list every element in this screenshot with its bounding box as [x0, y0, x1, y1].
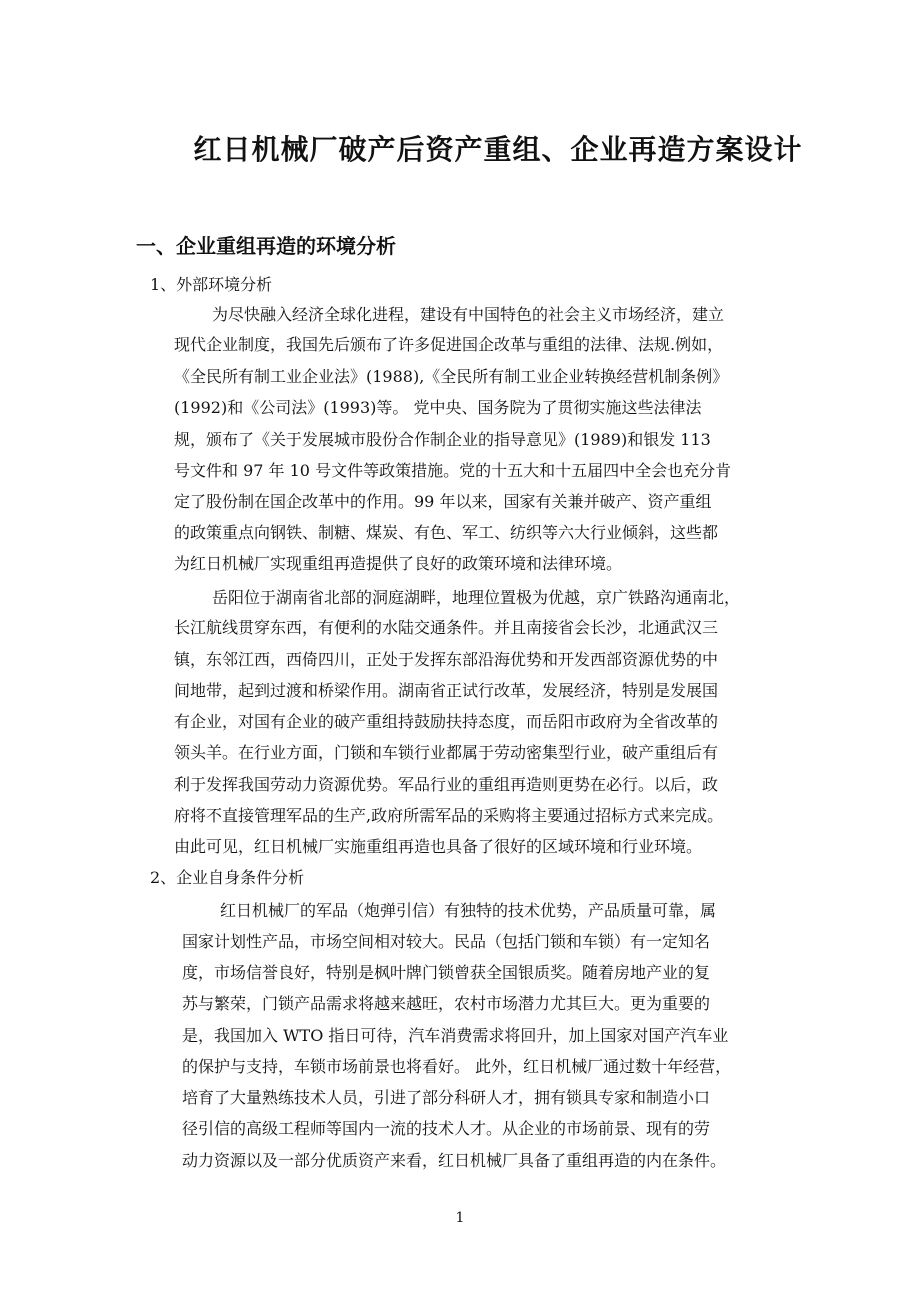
text-line: 的保护与支持，车锁市场前景也将看好。 此外，红日机械厂通过数十年经营，	[182, 1057, 732, 1076]
text-line: 苏与繁荣，门锁产品需求将越来越旺，农村市场潜力尤其巨大。更为重要的	[182, 994, 711, 1013]
text-line: 为尽快融入经济全球化进程，建设有中国特色的社会主义市场经济，建立	[212, 305, 725, 324]
subsection-heading-2: 2、企业自身条件分析	[150, 868, 305, 887]
document-title: 红日机械厂破产后资产重组、企业再造方案设计	[193, 133, 803, 166]
section-heading-1: 一、企业重组再造的环境分析	[136, 234, 396, 258]
text-line: 是，我国加入 WTO 指日可待，汽车消费需求将回升，加上国家对国产汽车业	[182, 1026, 729, 1045]
text-line: 现代企业制度，我国先后颁布了许多促进国企改革与重组的法律、法规.例如，	[174, 335, 724, 354]
text-line: 的政策重点向钢铁、制糖、煤炭、有色、军工、纺织等六大行业倾斜，这些都	[174, 523, 719, 542]
text-line: 培育了大量熟练技术人员，引进了部分科研人才，拥有锁具专家和制造小口	[182, 1088, 711, 1107]
text-line: 为红日机械厂实现重组再造提供了良好的政策环境和法律环境。	[174, 554, 623, 573]
text-line: 定了股份制在国企改革中的作用。99 年以来，国家有关兼并破产、资产重组	[174, 492, 712, 511]
text-line: 领头羊。在行业方面，门锁和车锁行业都属于劳动密集型行业，破产重组后有	[174, 743, 719, 762]
text-line: 间地带，起到过渡和桥梁作用。湖南省正试行改革，发展经济，特别是发展国	[174, 681, 719, 700]
text-line: 动力资源以及一部分优质资产来看，红日机械厂具备了重组再造的内在条件。	[182, 1151, 727, 1170]
text-line: 镇，东邻江西，西倚四川，正处于发挥东部沿海优势和开发西部资源优势的中	[174, 650, 719, 669]
text-line: 国家计划性产品，市场空间相对较大。民品（包括门锁和车锁）有一定知名	[182, 932, 711, 951]
text-line: 府将不直接管理军品的生产,政府所需军品的采购将主要通过招标方式来完成。	[174, 806, 724, 825]
text-line: 规，颁布了《关于发展城市股份合作制企业的指导意见》(1989)和银发 113	[174, 430, 711, 449]
text-line: 利于发挥我国劳动力资源优势。军品行业的重组再造则更势在必行。以后，政	[174, 775, 719, 794]
text-line: 由此可见，红日机械厂实施重组再造也具备了很好的区域环境和行业环境。	[174, 837, 703, 856]
text-line: 《全民所有制工业企业法》(1988),《全民所有制工业企业转换经营机制条例》	[174, 367, 729, 386]
text-line: (1992)和《公司法》(1993)等。 党中央、国务院为了贯彻实施这些法律法	[174, 398, 702, 417]
page-number: 1	[455, 1210, 465, 1226]
text-line: 号文件和 97 年 10 号文件等政策措施。党的十五大和十五届四中全会也充分肯	[174, 461, 732, 480]
text-line: 径引信的高级工程师等国内一流的技术人才。从企业的市场前景、现有的劳	[182, 1119, 711, 1138]
text-line: 度，市场信誉良好，特别是枫叶牌门锁曾获全国银质奖。随着房地产业的复	[182, 963, 711, 982]
text-line: 长江航线贯穿东西，有便利的水陆交通条件。并且南接省会长沙，北通武汉三	[174, 618, 719, 637]
subsection-heading-1: 1、外部环境分析	[150, 275, 273, 294]
text-line: 红日机械厂的军品（炮弹引信）有独特的技术优势，产品质量可靠，属	[220, 901, 717, 920]
text-line: 有企业，对国有企业的破产重组持鼓励扶持态度，而岳阳市政府为全省改革的	[174, 712, 719, 731]
text-line: 岳阳位于湖南省北部的洞庭湖畔，地理位置极为优越，京广铁路沟通南北，	[212, 588, 741, 607]
